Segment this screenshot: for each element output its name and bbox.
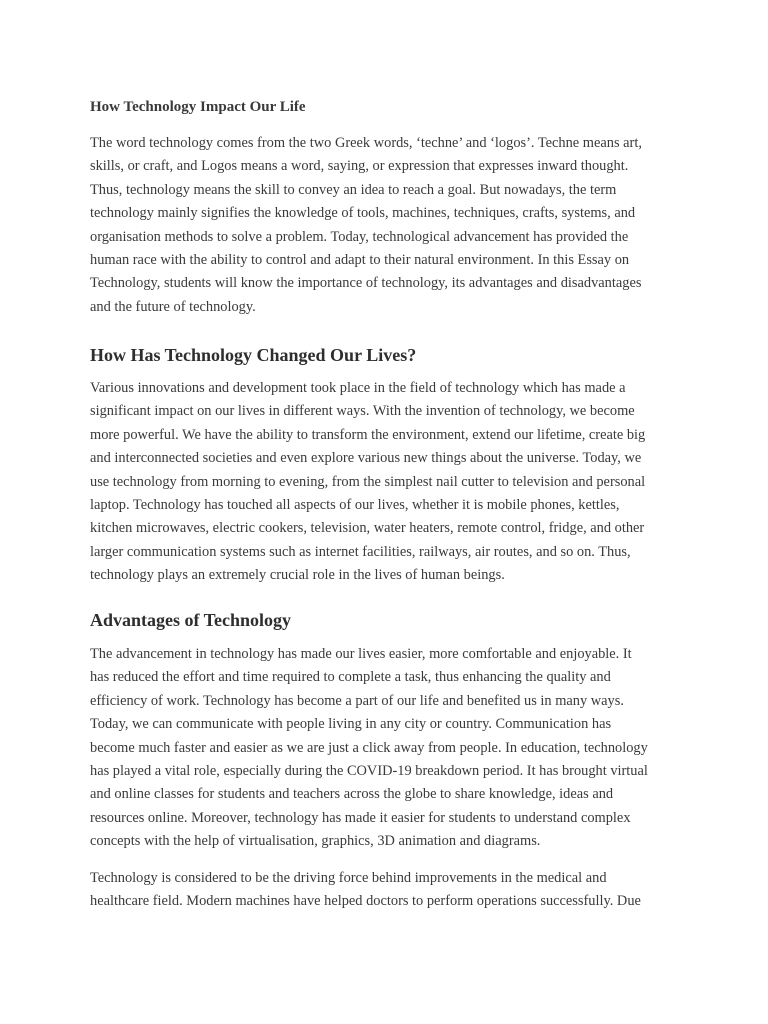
advantages-paragraph: [90, 643, 680, 854]
section-heading-changed-lives: How Has Technology Changed Our Lives?: [90, 345, 417, 365]
document-title: How Technology Impact Our Life: [90, 99, 306, 115]
paragraph-line: larger communication systems such as internet facilities, railways, air routes, and so on. Thus,: [90, 543, 631, 560]
paragraph-line: laptop. Technology has touched all aspects of our lives, whether it is mobile phones, kettles,: [90, 497, 620, 514]
paragraph-line: The advancement in technology has made our lives easier, more comfortable and enjoyable. It: [90, 646, 632, 662]
paragraph-line: has played a vital role, especially during the COVID-19 breakdown period. It has brought virtual: [90, 763, 648, 780]
paragraph-line: technology plays an extremely crucial role in the lives of human beings.: [90, 567, 505, 584]
paragraph-line: has reduced the effort and time required to complete a task, thus enhancing the quality and: [90, 669, 611, 686]
paragraph-line: and interconnected societies and even explore various new things about the universe. Today, we: [90, 450, 642, 467]
paragraph-line: Thus, technology means the skill to convey an idea to reach a goal. But nowadays, the term: [90, 181, 617, 198]
paragraph-line: become much faster and easier as we are just a click away from people. In education, technology: [90, 739, 648, 756]
paragraph-line: Various innovations and development took place in the field of technology which has made a: [90, 380, 626, 396]
paragraph-line: more powerful. We have the ability to transform the environment, extend our lifetime, create big: [90, 426, 646, 443]
paragraph-line: Today, we can communicate with people living in any city or country. Communication has: [90, 716, 612, 733]
medical-paragraph: [90, 867, 680, 914]
paragraph-line: Technology, students will know the importance of technology, its advantages and disadvantages: [90, 275, 642, 292]
paragraph-line: The word technology comes from the two Greek words, ‘techne’ and ‘logos’. Techne means art,: [90, 135, 642, 151]
section-heading-advantages: Advantages of Technology: [90, 610, 292, 630]
paragraph-line: kitchen microwaves, electric cookers, television, water heaters, remote control, fridge, and other: [90, 520, 645, 537]
paragraph-line: skills, or craft, and Logos means a word, saying, or expression that expresses inward thought.: [90, 158, 629, 175]
paragraph-line: healthcare field. Modern machines have helped doctors to perform operations successfully. Due: [90, 893, 641, 910]
paragraph-line: Technology is considered to be the driving force behind improvements in the medical and: [90, 870, 607, 886]
paragraph-line: efficiency of work. Technology has become a part of our life and benefited us in many ways.: [90, 692, 624, 709]
paragraph-line: concepts with the help of virtualisation, graphics, 3D animation and diagrams.: [90, 833, 541, 850]
paragraph-line: technology mainly signifies the knowledge of tools, machines, techniques, crafts, systems, and: [90, 205, 636, 222]
paragraph-line: significant impact on our lives in different ways. With the invention of technology, we become: [90, 403, 635, 420]
paragraph-line: use technology from morning to evening, from the simplest nail cutter to television and personal: [90, 473, 646, 490]
paragraph-line: organisation methods to solve a problem. Today, technological advancement has provided the: [90, 228, 629, 245]
paragraph-line: resources online. Moreover, technology has made it easier for students to understand complex: [90, 809, 631, 826]
changed-lives-paragraph: [90, 377, 680, 588]
paragraph-line: and the future of technology.: [90, 298, 256, 315]
intro-paragraph: [90, 132, 680, 319]
paragraph-line: and online classes for students and teachers across the globe to share knowledge, ideas and: [90, 786, 614, 803]
paragraph-line: human race with the ability to control and adapt to their natural environment. In this Essay on: [90, 252, 630, 269]
